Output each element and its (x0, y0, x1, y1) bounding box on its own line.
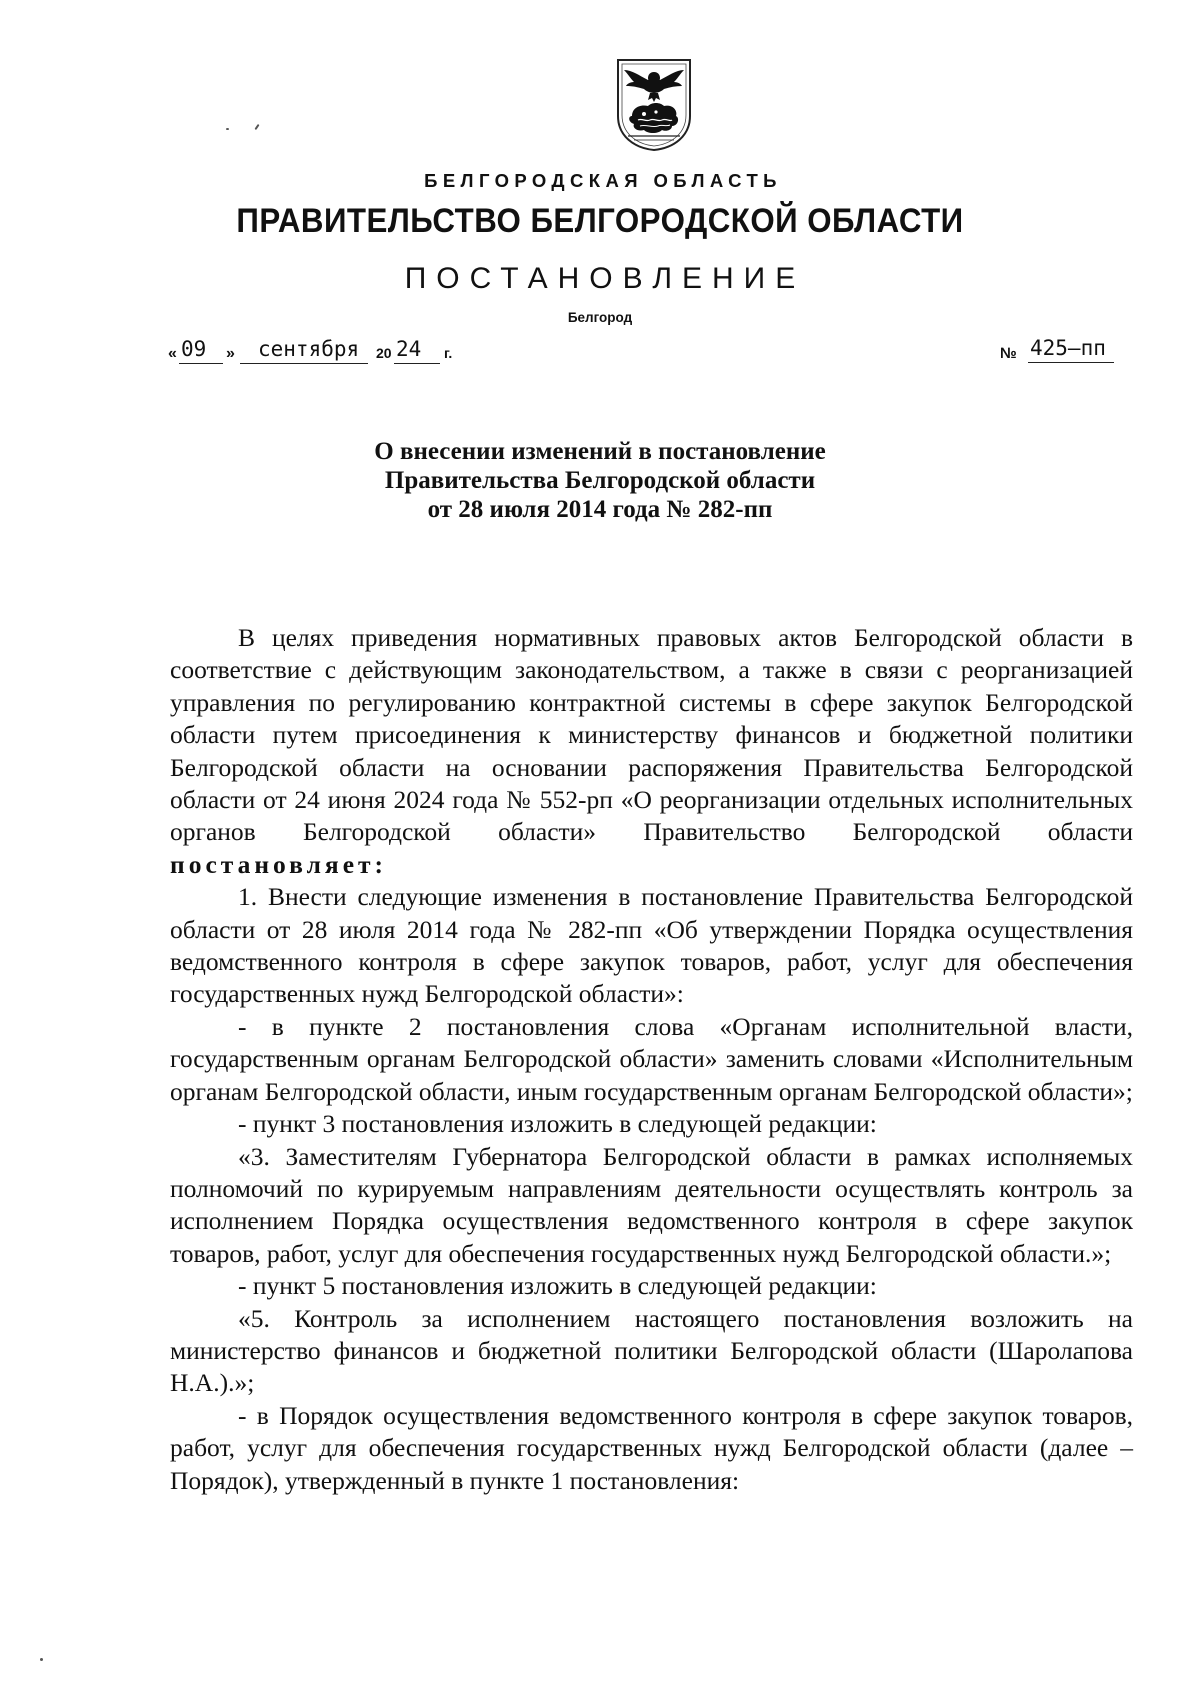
document-number (1000, 336, 1120, 364)
title-line: О внесении изменений в постановление (374, 438, 826, 465)
body-paragraph: - пункт 3 постановления изложить в следующей редакции: (238, 1109, 877, 1139)
date-open-quote: « (168, 345, 177, 362)
body-paragraph: - в Порядок осуществления ведомственного контроля в сфере закупок товаров, работ, услуг для обеспечения государственных нужд Белгородской области (далее – Порядок), утвержденный в пункте 1 постановления: (170, 1400, 1133, 1495)
scan-speck (254, 124, 259, 130)
date-close-quote: » (226, 345, 235, 362)
government-name: ПРАВИТЕЛЬСТВО БЕЛГОРОДСКОЙ ОБЛАСТИ (236, 202, 964, 240)
date-year-prefix: 20 (376, 345, 392, 361)
date-year-suffix: 24 (396, 337, 422, 361)
date-day: 09 (181, 337, 207, 361)
date-year-abbr: г. (444, 345, 453, 361)
date-year-underline (394, 363, 440, 364)
body-paragraph: «5. Контроль за исполнением настоящего постановления возложить на министерство финансов и бюджетной политики Белгородской области (Шаролапова Н.А.).»; (170, 1303, 1133, 1398)
coat-of-arms-icon (612, 56, 696, 152)
title-line: от 28 июля 2014 года № 282-пп (427, 496, 773, 523)
date-month: сентября (258, 337, 360, 361)
city-name: Белгород (567, 310, 633, 325)
body-paragraph: - в пункте 2 постановления слова «Органам исполнительной власти, государственным органам Белгородской области» заменить словами «Исполнительным органам Белгородской области, иным государственным органам Белгородской области»; (170, 1011, 1133, 1106)
date-day-underline (179, 363, 223, 364)
decree-word: постановляет: (170, 849, 388, 879)
title-line: Правительства Белгородской области (384, 467, 816, 494)
number-label: № (1000, 345, 1017, 362)
preamble-text: В целях приведения нормативных правовых актов Белгородской области в соответствие с действующим законодательством, а также в связи с реорганизацией управления по регулированию контрактной системы в сфере закупок Белгородской области путем присоединения к министерству финансов и бюджетной политики Белгородской области на основании распоряжения Правительства Белгородской области от 24 июня 2024 года № 552-рп «О реорганизации отдельных исполнительных органов Белгородской области» Правительство Белгородской области (170, 623, 1133, 847)
number-underline (1028, 362, 1114, 363)
document-body (170, 622, 1133, 1497)
region-name: БЕЛГОРОДСКАЯ ОБЛАСТЬ (424, 170, 782, 191)
scan-speck (40, 1658, 43, 1661)
scan-speck (226, 128, 229, 130)
body-paragraph: «3. Заместителям Губернатора Белгородской области в рамках исполняемых полномочий по курируемым направлениям деятельности осуществлять контроль за исполнением Порядка осуществления ведомственного контроля в сфере закупок товаров, работ, услуг для обеспечения государственных нужд Белгородской области.»; (170, 1141, 1133, 1268)
document-date (168, 337, 498, 365)
document-type: ПОСТАНОВЛЕНИЕ (404, 262, 806, 295)
preamble-paragraph (170, 622, 1133, 881)
body-paragraph: 1. Внести следующие изменения в постановление Правительства Белгородской области от 28 июля 2014 года № 282-пп «Об утверждении Порядка осуществления ведомственного контроля в сфере закупок товаров, работ, услуг для обеспечения государственных нужд Белгородской области»: (170, 882, 1133, 1009)
document-title (0, 437, 1200, 524)
date-month-underline (240, 363, 368, 364)
body-paragraph: - пункт 5 постановления изложить в следующей редакции: (238, 1271, 877, 1301)
number-value: 425–пп (1030, 336, 1106, 360)
